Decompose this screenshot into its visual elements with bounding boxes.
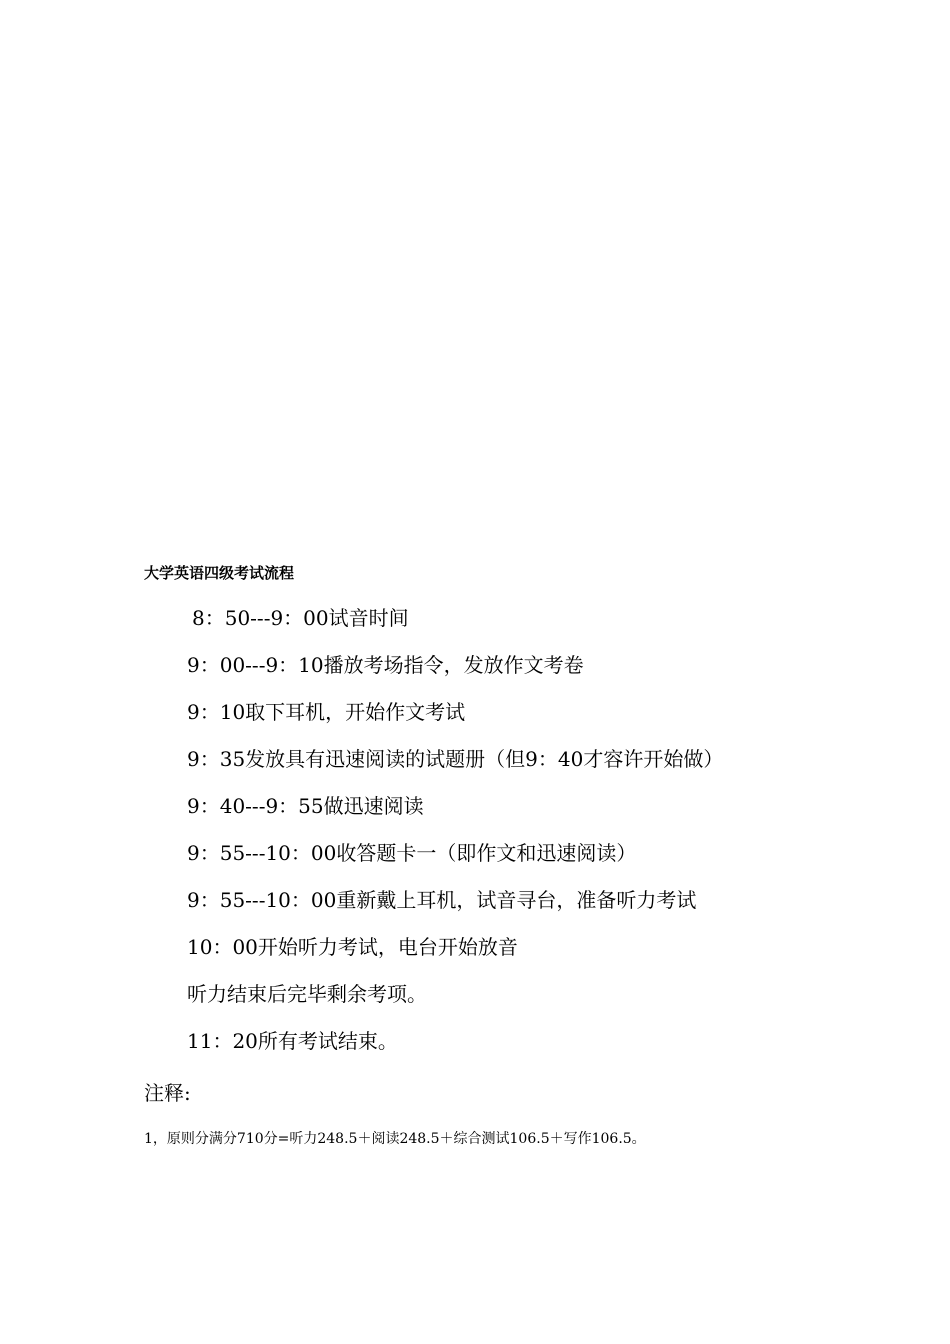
- document-title: 大学英语四级考试流程: [144, 564, 295, 582]
- schedule-item: 9：35发放具有迅速阅读的试题册（但9：40才容许开始做）: [187, 747, 724, 771]
- notes-heading: 注释:: [144, 1081, 191, 1105]
- schedule-item: 9：55---10：00重新戴上耳机，试音寻台，准备听力考试: [187, 888, 697, 912]
- note-item: 1，原则分满分710分=听力248.5＋阅读248.5＋综合测试106.5＋写作106.5。: [144, 1131, 646, 1147]
- schedule-item: 11：20所有考试结束。: [187, 1029, 398, 1053]
- schedule-item: 听力结束后完毕剩余考项。: [187, 982, 427, 1006]
- schedule-item: 9：00---9：10播放考场指令，发放作文考卷: [187, 653, 584, 677]
- schedule-item: 9：55---10：00收答题卡一（即作文和迅速阅读）: [187, 841, 637, 865]
- schedule-item: 8：50---9：00试音时间: [192, 606, 409, 630]
- schedule-item: 9：10取下耳机，开始作文考试: [187, 700, 466, 724]
- schedule-item: 10：00开始听力考试，电台开始放音: [187, 935, 518, 959]
- schedule-item: 9：40---9：55做迅速阅读: [187, 794, 424, 818]
